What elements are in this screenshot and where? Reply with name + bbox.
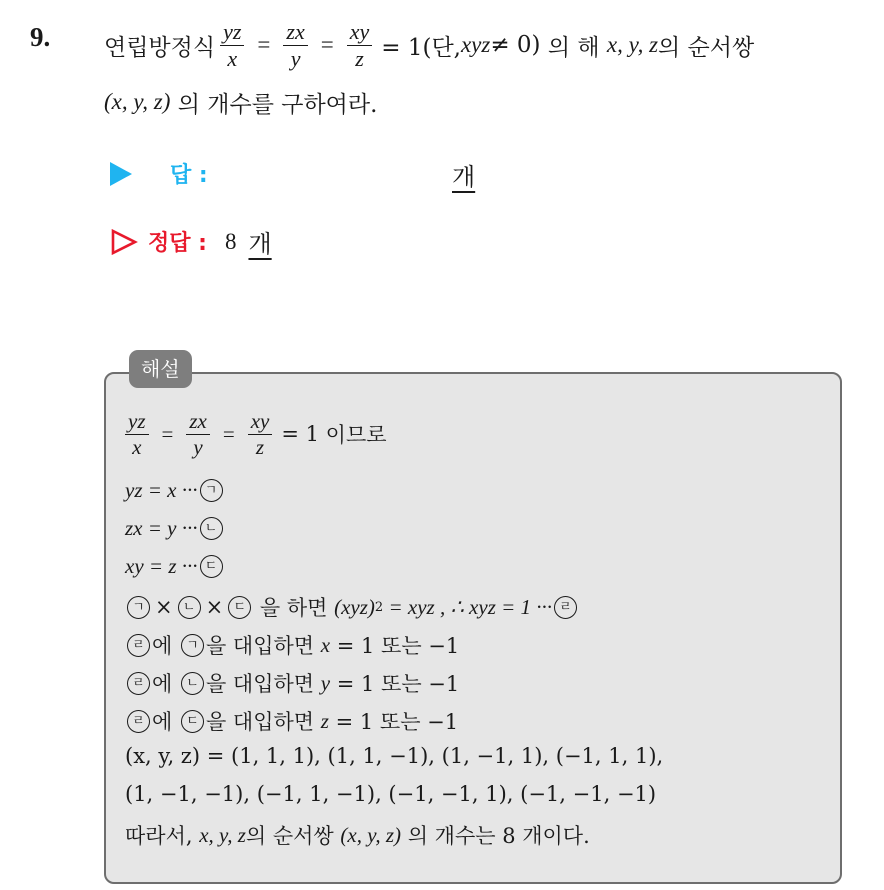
correct-answer-row — [110, 224, 272, 259]
fraction-zx-over-y: $\frac{zx}{y}$ — [283, 20, 307, 69]
question-line-1: 연립방정식 $\frac{yz}{x}$ = $\frac{zx}{y}$ = $\frac{xy}{z}$ = 1(단, xyz ≠ 0) 의 해 x, y, z 의 순서쌍 — [104, 19, 755, 71]
question-prefix: 연립방정식 — [104, 34, 216, 61]
question-number: 9. — [30, 22, 51, 52]
question-line-2: (x, y, z) 의 개수를 구하여라. — [104, 89, 378, 118]
explanation-line-5: ㄱ × ㄴ × ㄷ 을 하면 (xyz) 2 = xyz , ∴ xyz = 1 ··· ㄹ — [125, 592, 579, 622]
outline-triangle-icon — [110, 229, 138, 255]
explanation-line-4: xy = z ··· ㄷ — [125, 554, 225, 579]
fraction-xy-over-z: $\frac{xy}{z}$ — [347, 20, 373, 69]
circled-giyeok: ㄱ — [200, 479, 223, 502]
question-vars: x, y, z — [606, 32, 659, 57]
circled-digeut: ㄷ — [200, 555, 223, 578]
explanation-line-8: ㄹ 에 ㄷ 을 대입하면 z = 1 또는 −1 — [125, 706, 458, 736]
correct-answer-label: 정답 : — [148, 231, 207, 256]
explanation-line-3: zx = y ··· ㄴ — [125, 516, 225, 541]
circled-nieun: ㄴ — [200, 517, 223, 540]
explanation-tuples-1: (x, y, z) = (1, 1, 1), (1, 1, −1), (1, −1, 1), (−1, 1, 1), — [125, 744, 664, 768]
correct-answer-unit: 개 — [248, 230, 272, 258]
explanation-line-2: yz = x ··· ㄱ — [125, 478, 225, 503]
answer-label: 답 : — [170, 163, 208, 188]
explanation-conclusion: 따라서, x, y, z 의 순서쌍 (x, y, z) 의 개수는 8 개이다. — [125, 822, 590, 848]
answer-row — [110, 158, 208, 189]
fraction-yz-over-x: $\frac{yz}{x}$ — [220, 20, 244, 69]
question-condition: = 1(단, — [381, 34, 461, 61]
correct-answer-value: 8 — [224, 228, 237, 254]
answer-unit: 개 — [452, 163, 476, 191]
play-triangle-icon — [110, 162, 132, 186]
circled-rieul: ㄹ — [554, 596, 577, 619]
explanation-line-6: ㄹ 에 ㄱ 을 대입하면 x = 1 또는 −1 — [125, 630, 459, 660]
explanation-tuples-2: (1, −1, −1), (−1, 1, −1), (−1, −1, 1), (−1, −1, −1) — [125, 782, 657, 806]
explanation-tab: 해설 — [129, 350, 192, 388]
explanation-line-1: $\frac{yz}{x}$ = $\frac{zx}{y}$ = $\frac{xy}{z}$ = 1 이므로 — [125, 402, 387, 466]
explanation-line-7: ㄹ 에 ㄴ 을 대입하면 y = 1 또는 −1 — [125, 668, 459, 698]
